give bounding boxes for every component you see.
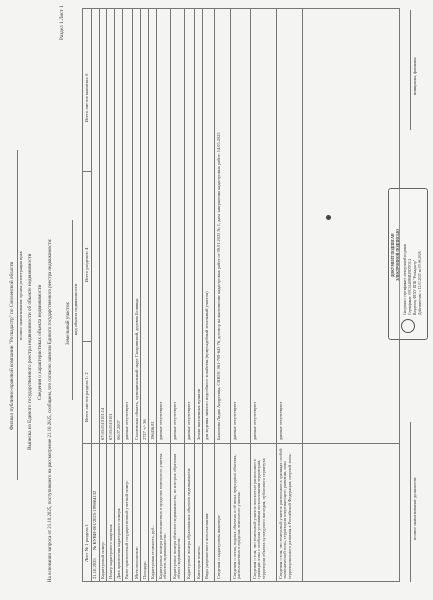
section-razdel-label: Раздел 1 Лист 1 [59, 5, 65, 40]
row-value: Баженова Лидия Андреевна, СНИЛС 061-709-643 76, договор на выполнение кадастровых работ от 09.01.2025 № 1, дата завершения кадастровых работ: 14.05.2025 [215, 132, 221, 440]
electronic-signature-stamp [388, 188, 428, 340]
row-value: 67:03:0510101 [107, 413, 113, 440]
stamp-line2: ЭЛЕКТРОННОЙ ПОДПИСЬЮ [396, 229, 400, 281]
row-value: данные отсутствуют [231, 401, 237, 440]
row-value: 06.07.2007 [115, 420, 121, 440]
row-value: данные отсутствуют [171, 401, 177, 440]
table-row [133, 8, 141, 582]
section-subtitle: вид объекта недвижимости [73, 284, 78, 335]
row-label: Ранее присвоенный государственный учетный номер: [123, 480, 129, 579]
row-label: Сведения о том, что земельный участок расположен в границах особой экономической зоны, территории опережающего развития, зоны территориального развития в Российской Федерации, игорной зоны: [277, 448, 293, 579]
row-label: Кадастровые номера расположенных в пределах земельного участка объектов недвижимости: [157, 453, 168, 579]
sheet-label: Лист № 1 раздела 1 [83, 524, 89, 562]
row-value: данные отсутствуют [185, 401, 191, 440]
total-sections: Всего разделов: 4 [83, 247, 89, 282]
row-value: 67:03:0510101:14 [99, 407, 105, 440]
stamp-line1: ДОКУМЕНТ ПОДПИСАН [391, 233, 395, 277]
row-value: данные отсутствуют [157, 401, 163, 440]
total-sheets-part: Всего листов раздела 1: 2 [83, 372, 89, 422]
header-extract-title: Выписка из Единого государственного реестра недвижимости об объекте недвижимости [27, 253, 33, 450]
row-label: Категория земель: [195, 545, 201, 579]
table-row [157, 8, 171, 582]
header-organization-sub: полное наименование органа регистрации прав [18, 251, 23, 340]
stamp-line6: Действителен: с 12.03.2025 по 05.06.2026 [418, 251, 422, 315]
row-value: данные отсутствуют [251, 401, 257, 440]
signature-name-line [410, 10, 411, 130]
table-row [99, 8, 107, 582]
row-value: для ведения личного подсобного хозяйства (приусадебный земельный участок) [203, 291, 209, 440]
main-table [82, 8, 400, 582]
table-row [141, 8, 149, 582]
signature-position-line [410, 422, 411, 582]
table-row [115, 8, 123, 582]
row-value: Смоленская область, муниципальный округ Гагаринский, деревня Беливцы [133, 298, 139, 440]
table-row [149, 8, 157, 582]
row-label: Сведения о лесах, водных объектах и об иных природных объектах, расположенных в пределах земельного участка: [231, 454, 242, 579]
row-value: данные отсутствуют [123, 401, 129, 440]
header-organization: Филиал публично-правовой компании "Роскадастр" по Смоленской области [9, 261, 15, 430]
scan-mark [326, 215, 331, 220]
table-row [251, 8, 277, 582]
emblem-icon [401, 319, 415, 333]
total-sheets-doc: Всего листов выписки: 6 [83, 73, 89, 122]
stamp-line4: Сертификат: 00C1A4F86B29D7F3C4 [408, 258, 412, 315]
row-label: Местоположение: [133, 546, 139, 579]
table-row [277, 8, 303, 582]
row-label: Номер кадастрового квартала: [107, 523, 113, 579]
stamp-line5: Владелец: ФГБУ ППК "Роскадастр" [413, 259, 417, 315]
row-value: данные отсутствуют [277, 401, 283, 440]
extract-number: № КУВИ-001/2025-199884132 [92, 490, 97, 550]
row-label: Кадастровый номер: [99, 541, 105, 579]
table-row [215, 8, 231, 582]
signature-name-sub: инициалы, фамилия [412, 57, 417, 95]
row-label: Дата присвоения кадастрового номера: [115, 507, 121, 579]
table-row [171, 8, 185, 582]
row-value: 196436.81 [149, 421, 155, 440]
header-characteristics: Сведения о характеристиках объекта недвижимости [37, 284, 43, 400]
row-label: Кадастровые номера объектов недвижимости, из которых образован объект недвижимости: [171, 453, 182, 579]
table-row [195, 8, 203, 582]
row-label: Кадастровая стоимость, руб.: [149, 525, 155, 579]
header-request-basis: На основании запроса от 21.10.2025, поступившего на рассмотрение 21.10.2025, сообщаем, что согласно записям Единого государственного реестра недвижимости: [48, 238, 53, 582]
extract-date: 21.10.2025 [92, 558, 97, 579]
table-row [231, 8, 251, 582]
table-row [185, 8, 195, 582]
table-row [123, 8, 133, 582]
stamp-line3: Сведения о сертификате электронной подписи [403, 243, 407, 315]
row-value: 2727 +/- 36 [141, 419, 147, 440]
row-label: Кадастровые номера образованных объектов недвижимости: [185, 467, 191, 579]
section-title: Земельный участок [65, 302, 71, 345]
table-row [107, 8, 115, 582]
row-label: Сведения о том, что земельный участок полностью расположен в границах зоны с особыми условиями использования территории, территории объекта культурного наследия, публичного сервитута: [251, 457, 267, 579]
attribute-rows [99, 8, 399, 582]
table-row [203, 8, 215, 582]
signature-position-sub: полное наименование должности [412, 477, 417, 540]
row-value: Земли населенных пунктов [195, 389, 201, 440]
row-label: Площадь: [141, 561, 147, 579]
row-label: Сведения о кадастровом инженере: [215, 514, 221, 579]
row-label: Виды разрешенного использования: [203, 512, 209, 579]
